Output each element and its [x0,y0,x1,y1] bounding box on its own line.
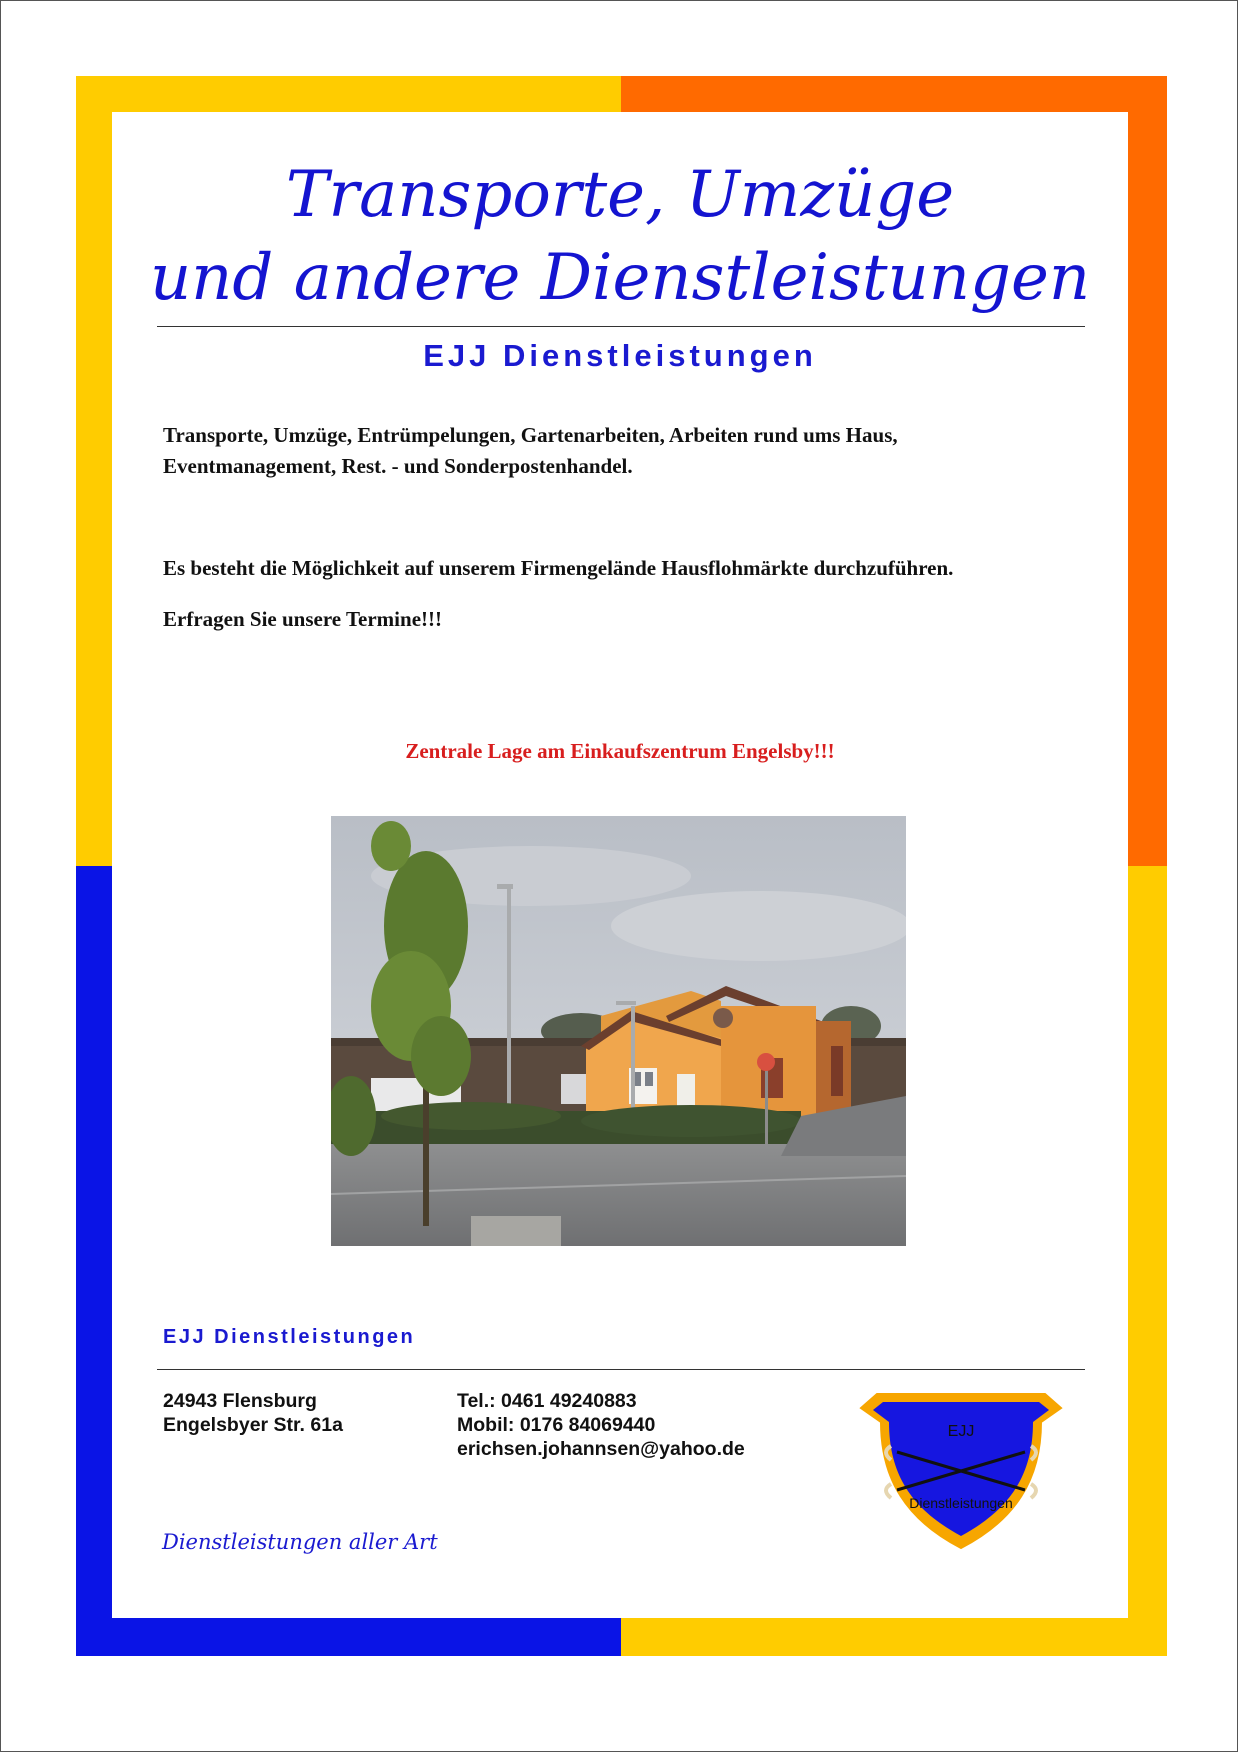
location-highlight: Zentrale Lage am Einkaufszentrum Engelsby!!! [405,739,835,763]
company-logo [855,1380,1067,1556]
logo-top-text: EJJ [947,1423,975,1440]
ask-dates-text: Erfragen Sie unsere Termine!!! [163,607,442,631]
address-city: 24943 Flensburg [163,1390,317,1412]
contact-email: erichsen.johannsen@yahoo.de [457,1438,745,1460]
services-text-line-2: Eventmanagement, Rest. - und Sonderpostenhandel. [163,454,633,478]
contact-mobile: Mobil: 0176 84069440 [457,1414,656,1436]
page-title-line-2: und andere Dienstleistungen [149,241,1091,315]
services-text-line-1: Transporte, Umzüge, Entrümpelungen, Gartenarbeiten, Arbeiten rund ums Haus, [163,423,898,447]
contact-phone: Tel.: 0461 49240883 [457,1390,637,1412]
company-name-heading: EJJ Dienstleistungen [423,338,817,373]
address-block [163,1389,343,1437]
footer-tagline: Dienstleistungen aller Art [162,1530,438,1554]
logo-bottom-text: Dienstleistungen [909,1495,1013,1511]
title-divider [157,326,1085,327]
page-title-line-1: Transporte, Umzüge [285,158,955,232]
contact-block [457,1389,745,1461]
footer-company-name: EJJ Dienstleistungen [163,1326,416,1348]
address-street: Engelsbyer Str. 61a [163,1414,343,1436]
flea-market-text: Es besteht die Möglichkeit auf unserem Firmengelände Hausflohmärkte durchzuführen. [163,556,954,580]
shield-crossed-swords-icon [855,1380,1067,1556]
footer-divider [157,1369,1085,1370]
building-photo [331,816,906,1246]
